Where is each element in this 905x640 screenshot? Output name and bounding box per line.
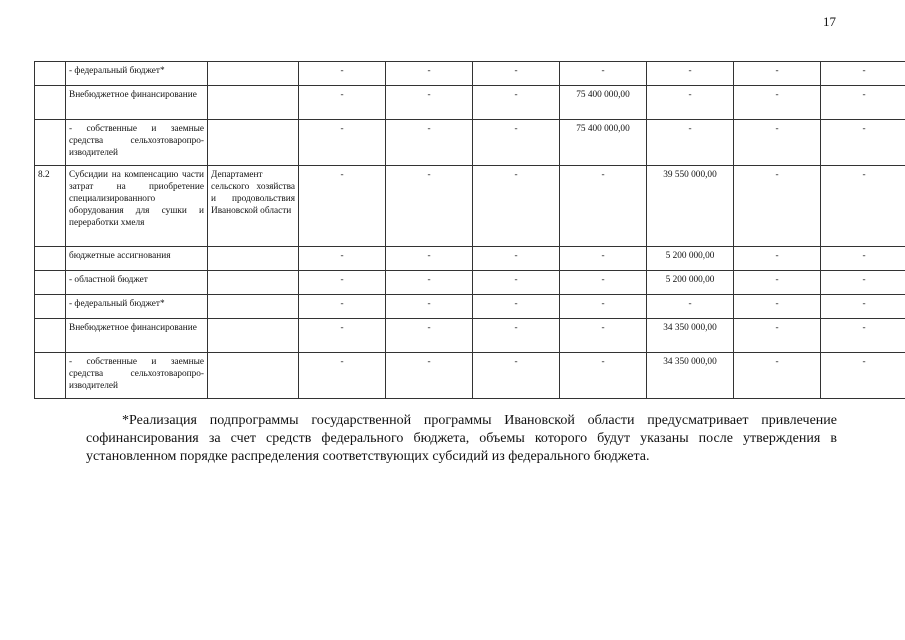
row-value-cell: - — [299, 120, 386, 166]
row-value-cell: - — [299, 295, 386, 319]
row-value-cell: - — [299, 166, 386, 247]
row-value-cell: - — [734, 120, 821, 166]
row-value-cell: - — [821, 295, 905, 319]
row-number-cell: 8.2 — [35, 166, 66, 247]
row-value-cell: - — [560, 247, 647, 271]
row-name-cell: Внебюджетное финансирование — [66, 86, 208, 120]
row-value-cell: - — [386, 166, 473, 247]
row-number-cell — [35, 271, 66, 295]
budget-table — [34, 61, 905, 399]
row-value-cell: - — [821, 86, 905, 120]
row-value-cell: - — [473, 247, 560, 271]
row-value-cell: - — [734, 86, 821, 120]
row-value-cell: - — [473, 271, 560, 295]
table-row — [35, 271, 905, 295]
row-name-cell: - федеральный бюджет* — [66, 62, 208, 86]
row-value-cell: - — [473, 120, 560, 166]
row-executor-cell: Департамент сельского хозяйства и продовольствия Ивановской области — [208, 166, 299, 247]
row-value-cell: - — [734, 295, 821, 319]
table-row — [35, 166, 905, 247]
row-number-cell — [35, 120, 66, 166]
table-row — [35, 62, 905, 86]
row-executor-cell — [208, 353, 299, 399]
row-value-cell: - — [821, 62, 905, 86]
row-value-cell: - — [560, 319, 647, 353]
row-name-cell: - собственные и заемные средства сельхозтоваропро-изводителей — [66, 353, 208, 399]
row-value-cell: - — [299, 62, 386, 86]
row-value-cell: - — [647, 62, 734, 86]
table-row — [35, 247, 905, 271]
row-value-cell: - — [386, 62, 473, 86]
row-value-cell: - — [734, 166, 821, 247]
row-value-cell: - — [560, 295, 647, 319]
row-value-cell: - — [734, 353, 821, 399]
row-executor-cell — [208, 271, 299, 295]
footnote: *Реализация подпрограммы государственной программы Ивановской области предусматривает привлечение софинансирования за счет средств федерального бюджета, объемы которого будут указаны после утверждения в установленном порядке распределения соответствующих субсидий из федерального бюджета. — [86, 413, 837, 464]
row-value-cell: - — [821, 120, 905, 166]
row-number-cell — [35, 295, 66, 319]
row-value-cell: 34 350 000,00 — [647, 319, 734, 353]
row-value-cell: 75 400 000,00 — [560, 86, 647, 120]
row-value-cell: - — [473, 319, 560, 353]
row-value-cell: - — [299, 247, 386, 271]
row-value-cell: - — [734, 62, 821, 86]
row-value-cell: - — [299, 319, 386, 353]
row-value-cell: - — [386, 319, 473, 353]
row-value-cell: - — [560, 62, 647, 86]
table-row — [35, 295, 905, 319]
table-row — [35, 353, 905, 399]
row-value-cell: - — [473, 353, 560, 399]
row-value-cell: - — [386, 86, 473, 120]
row-number-cell — [35, 247, 66, 271]
row-value-cell: - — [473, 86, 560, 120]
row-value-cell: - — [473, 62, 560, 86]
row-executor-cell — [208, 319, 299, 353]
row-value-cell: - — [299, 353, 386, 399]
row-value-cell: 5 200 000,00 — [647, 271, 734, 295]
row-value-cell: - — [821, 353, 905, 399]
row-executor-cell — [208, 295, 299, 319]
row-value-cell: - — [299, 271, 386, 295]
row-executor-cell — [208, 247, 299, 271]
row-value-cell: - — [821, 247, 905, 271]
row-value-cell: 34 350 000,00 — [647, 353, 734, 399]
row-executor-cell — [208, 62, 299, 86]
row-value-cell: - — [473, 166, 560, 247]
row-value-cell: - — [560, 271, 647, 295]
row-value-cell: - — [821, 271, 905, 295]
row-value-cell: - — [299, 86, 386, 120]
row-value-cell: - — [386, 120, 473, 166]
row-executor-cell — [208, 120, 299, 166]
row-number-cell — [35, 86, 66, 120]
row-value-cell: 5 200 000,00 — [647, 247, 734, 271]
row-value-cell: - — [386, 247, 473, 271]
row-value-cell: - — [386, 295, 473, 319]
page-number: 17 — [823, 14, 836, 29]
row-name-cell: бюджетные ассигнования — [66, 247, 208, 271]
row-name-cell: Внебюджетное финансирование — [66, 319, 208, 353]
row-value-cell: - — [560, 166, 647, 247]
row-number-cell — [35, 62, 66, 86]
row-value-cell: - — [821, 166, 905, 247]
row-name-cell: Субсидии на компенсацию части затрат на приобретение специализированного оборудования для сушки и переработки хмеля — [66, 166, 208, 247]
row-name-cell: - областной бюджет — [66, 271, 208, 295]
row-value-cell: - — [734, 247, 821, 271]
row-value-cell: - — [647, 295, 734, 319]
table-row — [35, 319, 905, 353]
budget-table-body — [35, 62, 905, 399]
row-value-cell: - — [647, 86, 734, 120]
row-value-cell: - — [647, 120, 734, 166]
row-value-cell: - — [473, 295, 560, 319]
row-value-cell: - — [821, 319, 905, 353]
table-row — [35, 120, 905, 166]
row-value-cell: - — [560, 353, 647, 399]
row-number-cell — [35, 353, 66, 399]
row-executor-cell — [208, 86, 299, 120]
table-row — [35, 86, 905, 120]
row-value-cell: - — [386, 271, 473, 295]
row-value-cell: 39 550 000,00 — [647, 166, 734, 247]
row-number-cell — [35, 319, 66, 353]
row-value-cell: - — [734, 319, 821, 353]
row-value-cell: 75 400 000,00 — [560, 120, 647, 166]
row-name-cell: - федеральный бюджет* — [66, 295, 208, 319]
row-value-cell: - — [734, 271, 821, 295]
row-name-cell: - собственные и заемные средства сельхозтоваропро-изводителей — [66, 120, 208, 166]
row-value-cell: - — [386, 353, 473, 399]
